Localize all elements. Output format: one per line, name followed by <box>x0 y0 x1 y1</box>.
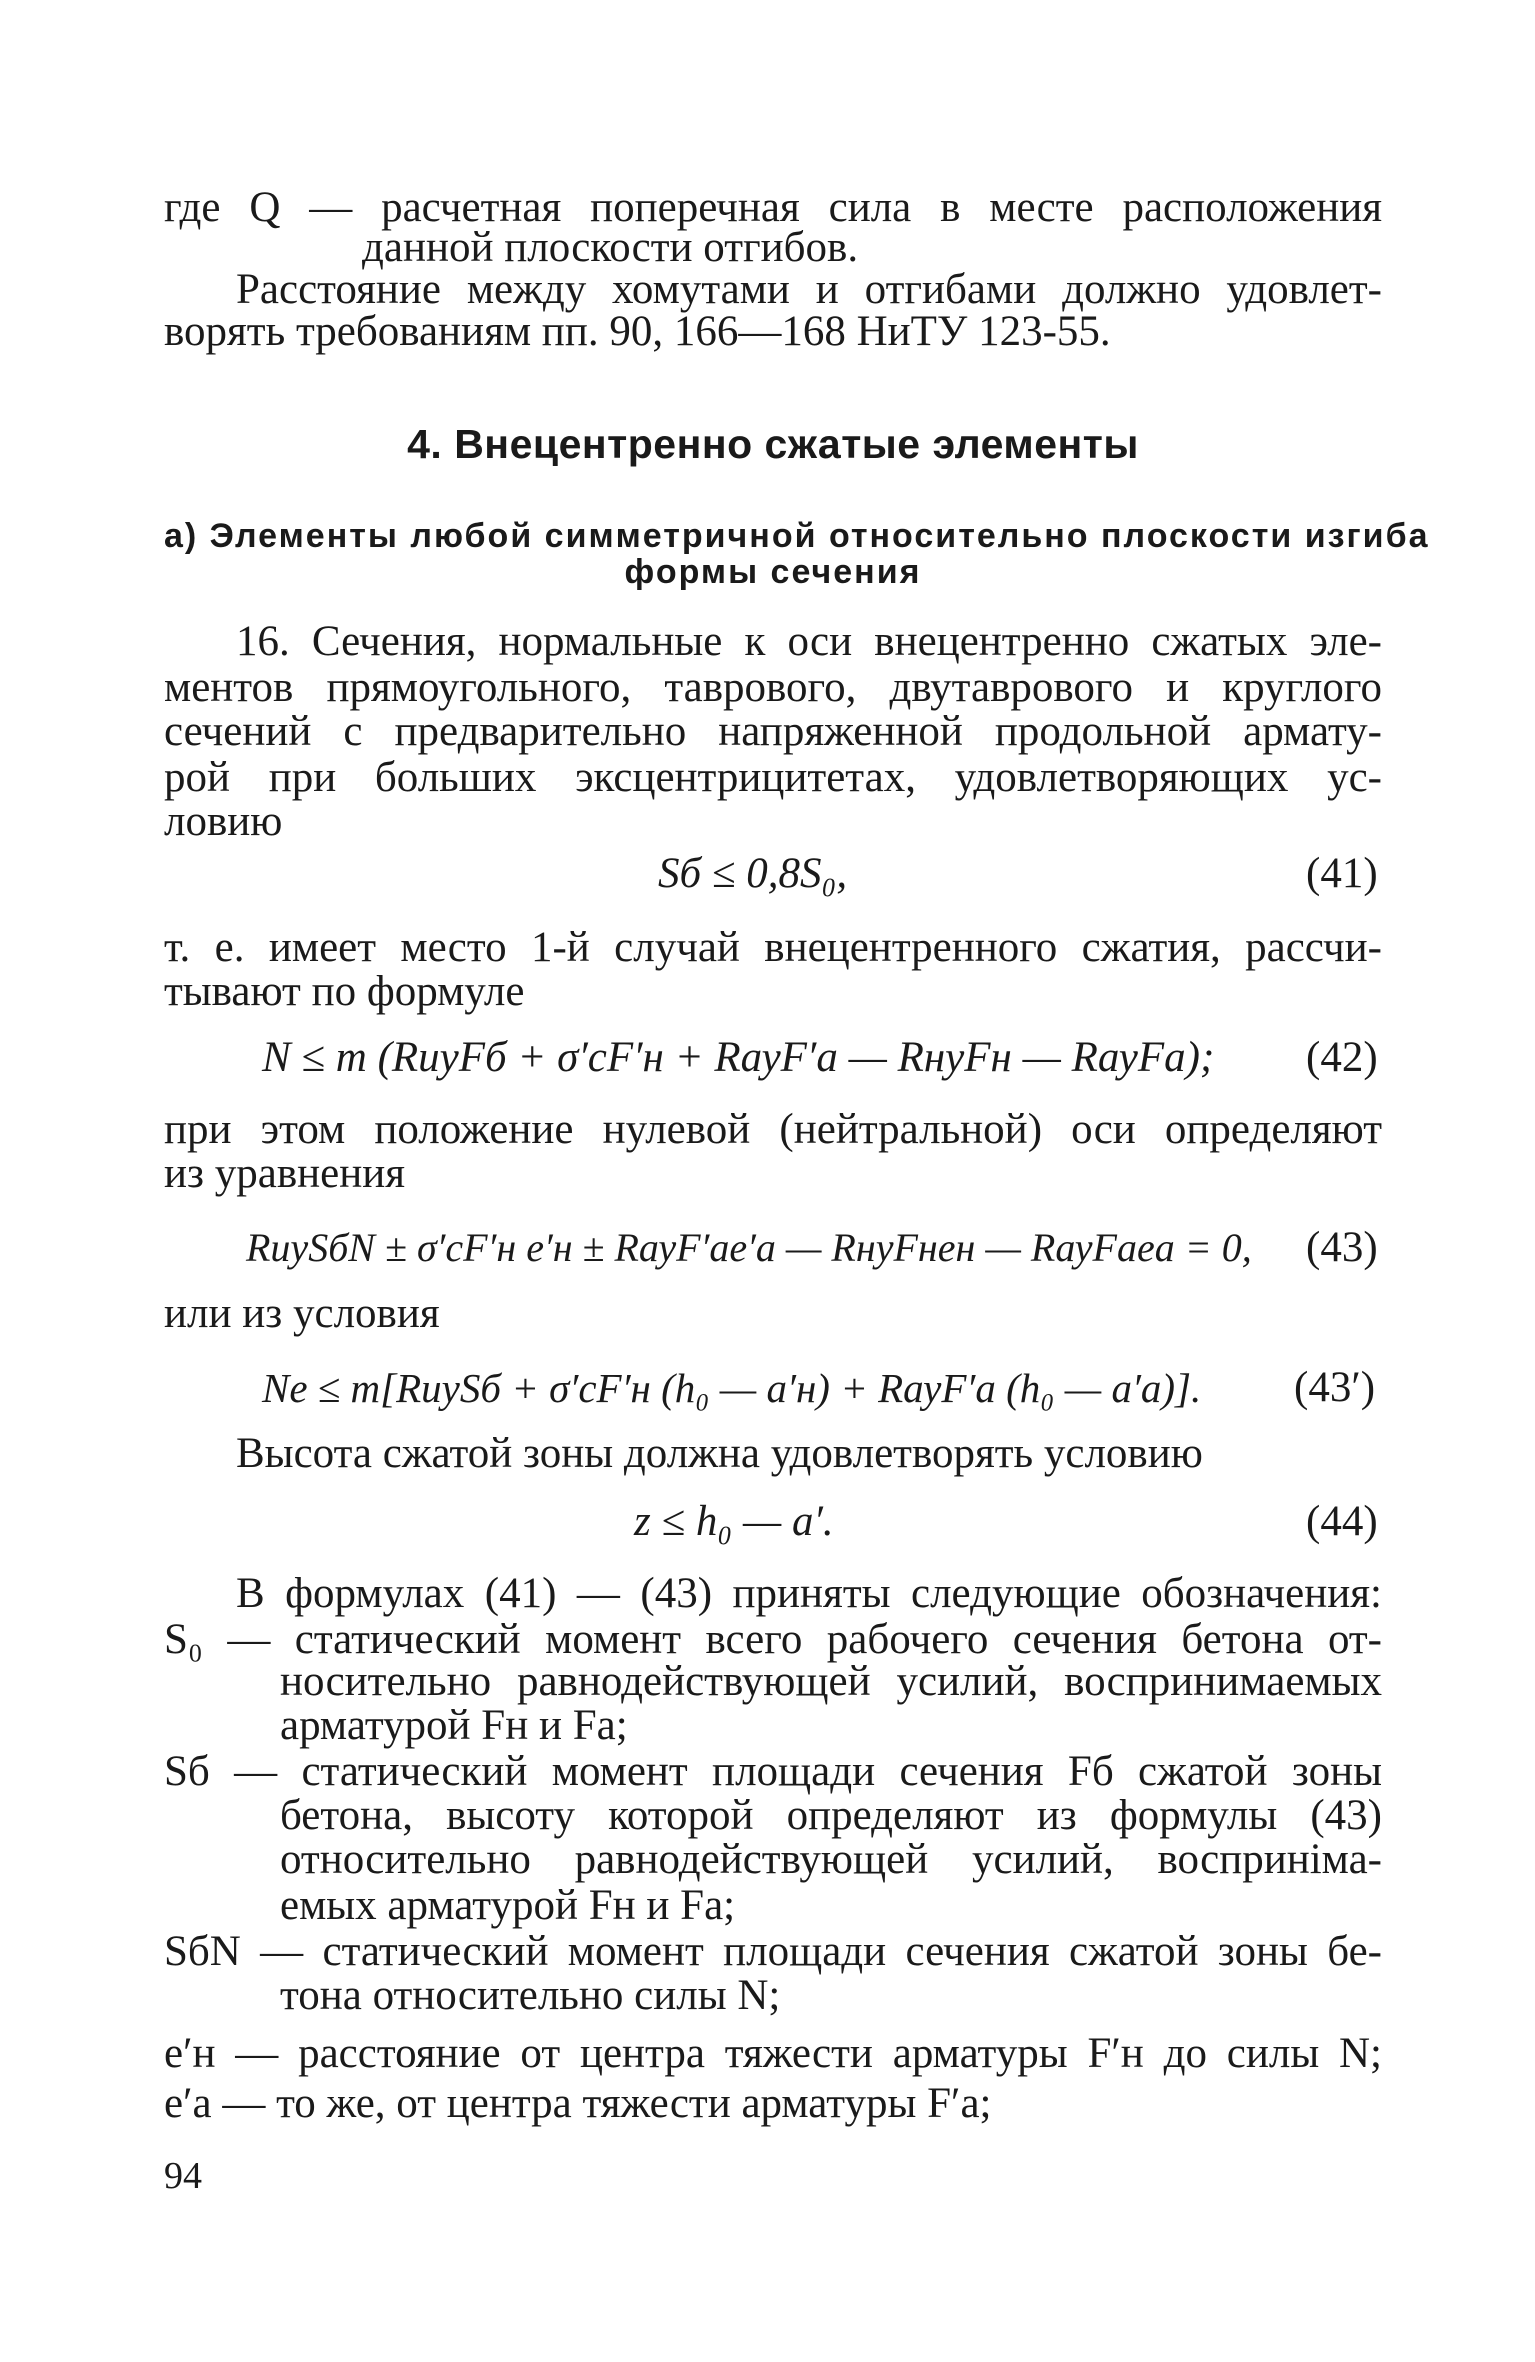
equation-number: (42) <box>1306 1034 1378 1081</box>
definition-line: относительно равнодействующей усилий, восприніма- <box>280 1836 1382 1883</box>
text-line: Расстояние между хомутами и отгибами должно удовлет- <box>236 266 1382 313</box>
formula-43-prime: Ne ≤ m[RиуSб + σ′сF′н (h₀ — a′н) + RауF′а (h₀ — a′а)]. <box>262 1365 1202 1411</box>
definition-line: S₀ — статический момент всего рабочего сечения бетона от- <box>164 1616 1382 1663</box>
equation-number: (43′) <box>1294 1364 1376 1411</box>
text-line: ментов прямоугольного, таврового, двутаврового и круглого <box>164 664 1382 711</box>
definition-line: тона относительно силы N; <box>280 1972 781 2019</box>
equation-number: (41) <box>1306 850 1378 897</box>
equation-number: (43) <box>1306 1224 1378 1271</box>
definition-line: емых арматурой Fн и Fа; <box>280 1882 736 1929</box>
formula-41: Sб ≤ 0,8S₀, <box>658 850 848 897</box>
text-line: где Q — расчетная поперечная сила в месте расположения <box>164 184 1382 231</box>
text-line: 16. Сечения, нормальные к оси внецентренно сжатых эле- <box>236 618 1382 665</box>
subsection-heading: а) Элементы любой симметричной относительно плоскости изгиба <box>164 517 1430 555</box>
page-number: 94 <box>164 2155 202 2197</box>
text-line: тывают по формуле <box>164 968 525 1015</box>
text-line: рой при больших эксцентрицитетах, удовлетворяющих ус- <box>164 754 1382 801</box>
definition-line: носительно равнодействующей усилий, воспринимаемых <box>280 1658 1382 1705</box>
text-line: т. е. имеет место 1-й случай внецентренного сжатия, рассчи- <box>164 924 1382 971</box>
subsection-heading: формы сечения <box>624 553 922 591</box>
definition-line: арматурой Fн и Fа; <box>280 1702 628 1749</box>
text-line: при этом положение нулевой (нейтральной) оси определяют <box>164 1106 1382 1153</box>
definition-line: e′н — расстояние от центра тяжести арматуры F′н до силы N; <box>164 2030 1382 2077</box>
definition-line: SбN — статический момент площади сечения сжатой зоны бе- <box>164 1928 1382 1975</box>
equation-number: (44) <box>1306 1498 1378 1545</box>
section-heading: 4. Внецентренно сжатые элементы <box>407 421 1139 467</box>
text-line: ловию <box>164 798 283 845</box>
formula-44: z ≤ h₀ — a′. <box>634 1498 834 1545</box>
definition-line: Sб — статический момент площади сечения Fб сжатой зоны <box>164 1748 1382 1795</box>
formula-43: RиуSбN ± σ′сF′н e′н ± RауF′аe′а — RнуFнeн — RауFаeа = 0, <box>246 1225 1252 1270</box>
text-line: В формулах (41) — (43) приняты следующие обозначения: <box>236 1570 1382 1617</box>
text-line: ворять требованиям пп. 90, 166—168 НиТУ 123-55. <box>164 308 1111 355</box>
definition-line: бетона, высоту которой определяют из формулы (43) <box>280 1792 1382 1839</box>
text-line: Высота сжатой зоны должна удовлетворять условию <box>236 1430 1203 1477</box>
text-line: из уравнения <box>164 1150 406 1197</box>
text-line: или из условия <box>164 1290 440 1337</box>
text-line: данной плоскости отгибов. <box>362 224 859 271</box>
text-line: сечений с предварительно напряженной продольной армату- <box>164 708 1382 755</box>
definition-line: e′а — то же, от центра тяжести арматуры F′а; <box>164 2080 992 2127</box>
formula-42: N ≤ m (RиуFб + σ′сF′н + RауF′а — RнуFн — RауFа); <box>262 1034 1215 1081</box>
